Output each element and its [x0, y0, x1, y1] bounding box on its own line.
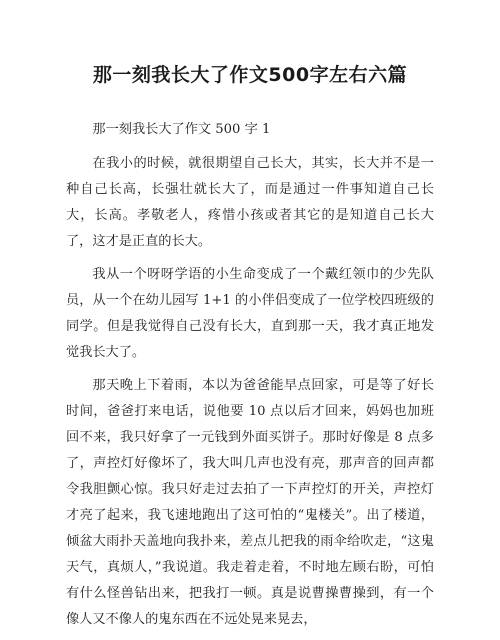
paragraph-3: 那天晚上下着雨，本以为爸爸能早点回家，可是等了好长时间，爸爸打来电话，说他要 10 点以后才回来，妈妈也加班回不来，我只好拿了一元钱到外面买饼子。那时好像是 8 点多了，声控灯好像坏了，我大叫几声也没有亮，那声音的回声都令我胆颤心惊。我只好走过去拍了一下声控灯的开关，声控灯才亮了起来，我飞速地跑出了这可怕的“鬼楼关”。出了楼道，倾盆大雨扑天盖地向我扑来，差点儿把我的雨伞给吹走，“这鬼天气，真烦人，”我说道。我走着走着，不时地左顾右盼，可怕有什么怪兽钻出来，把我打一顿。真是说曹操曹操到，有一个像人又不像人的鬼东西在不远处晃来晃去，: [66, 378, 434, 627]
document-subtitle: 那一刻我长大了作文 500 字 1: [92, 122, 271, 137]
paragraph-1: 在我小的时候，就很期望自己长大，其实，长大并不是一种自己长高，长强壮就长大了，而是通过一件事知道自己长大，长高。孝敬老人，疼惜小孩或者其它的是知道自己长大了，这才是正直的长大。: [66, 156, 434, 249]
paragraph-2: 我从一个呀呀学语的小生命变成了一个戴红领巾的少先队员，从一个在幼儿园写 1+1 的小伴侣变成了一位学校四班级的同学。但是我觉得自己没有长大，直到那一天，我才真正地发觉我长大了。: [66, 267, 434, 360]
document-body: [66, 117, 434, 640]
document-title: 那一刻我长大了作文500字左右六篇: [92, 64, 408, 86]
